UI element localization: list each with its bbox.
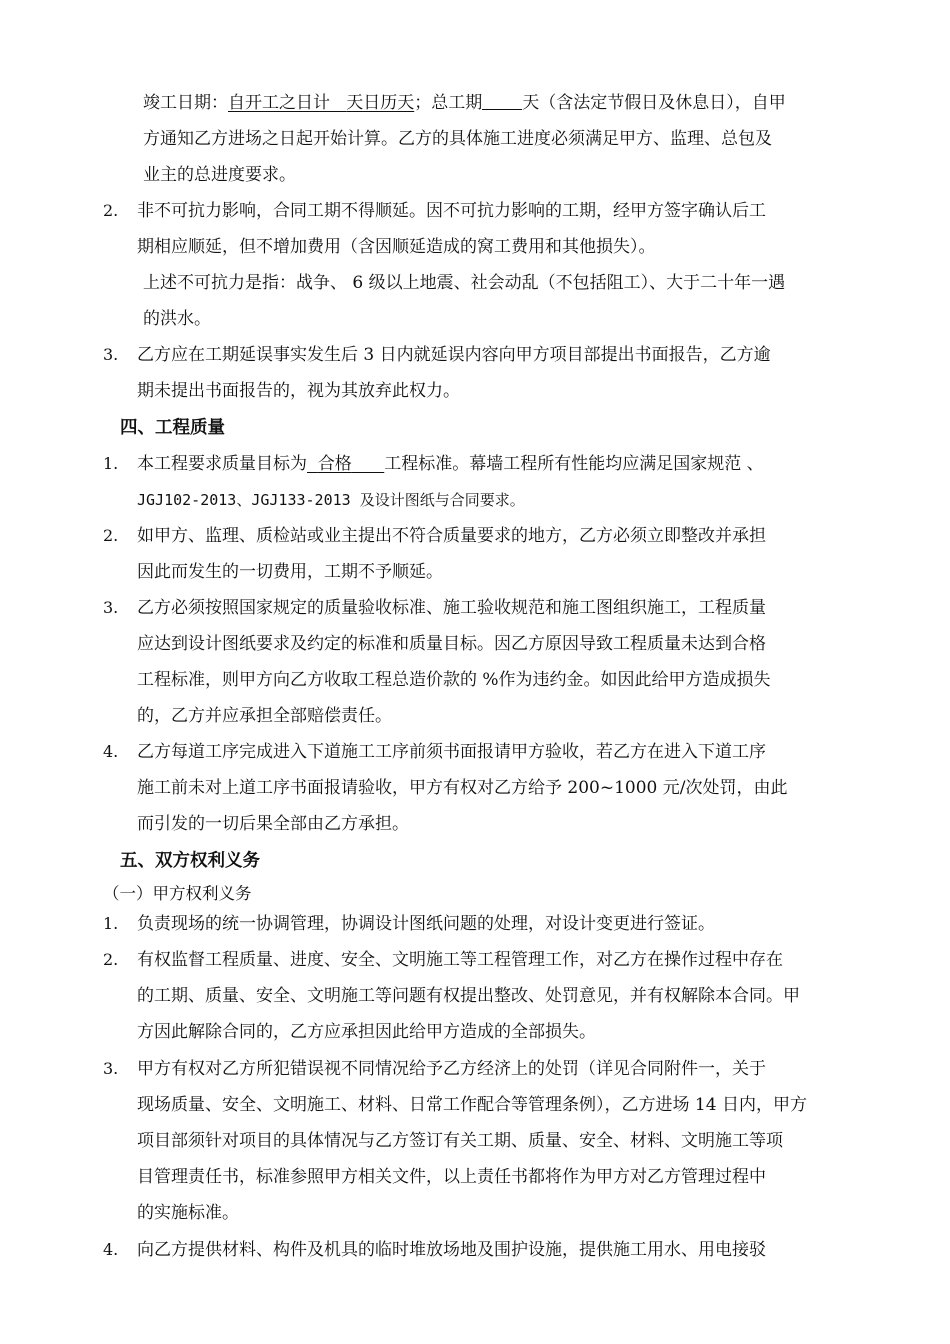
list-number: 4. [103, 742, 119, 761]
completion-date-blank [330, 93, 346, 113]
total-period-label: ；总工期 [414, 93, 483, 113]
list-number: 3. [103, 598, 119, 617]
paragraph-line: 方因此解除合同的，乙方应承担因此给甲方造成的全部损失。 [137, 1022, 596, 1042]
paragraph-line: 应达到设计图纸要求及约定的标准和质量目标。因乙方原因导致工程质量未达到合格 [137, 634, 766, 654]
section-heading-rights: 五、双方权利义务 [120, 851, 260, 871]
paragraph-line: 上述不可抗力是指：战争、 6 级以上地震、社会动乱（不包括阻工）、大于二十年一遇 [143, 273, 786, 293]
paragraph-line: 乙方每道工序完成进入下道施工工序前须书面报请甲方验收，若乙方在进入下道工序 [137, 742, 766, 762]
list-number: 3. [103, 1059, 119, 1078]
paragraph-line: 项目部须针对项目的具体情况与乙方签订有关工期、质量、安全、材料、文明施工等项 [137, 1131, 783, 1151]
list-number: 1. [103, 914, 119, 933]
paragraph-line: JGJ102-2013、JGJ133-2013 及设计图纸与合同要求。 [137, 491, 525, 509]
quality-target-value [307, 454, 384, 474]
completion-date-days-field: 天日历天 [346, 93, 415, 113]
completion-date-label: 竣工日期： [143, 93, 228, 113]
subsection-heading-party-a: （一）甲方权利义务 [103, 884, 252, 903]
list-number: 2. [103, 950, 119, 969]
paragraph-line: 的工期、质量、安全、文明施工等问题有权提出整改、处罚意见，并有权解除本合同。甲 [137, 986, 800, 1006]
paragraph-line: 目管理责任书，标准参照甲方相关文件，以上责任书都将作为甲方对乙方管理过程中 [137, 1167, 766, 1187]
quality-target-tail: 工程标准。幕墙工程所有性能均应满足国家规范 、 [384, 454, 764, 474]
paragraph-line: 如甲方、监理、质检站或业主提出不符合质量要求的地方，乙方必须立即整改并承担 [137, 526, 766, 546]
paragraph-line: 期未提出书面报告的，视为其放弃此权力。 [137, 381, 460, 401]
paragraph-line: 非不可抗力影响，合同工期不得顺延。因不可抗力影响的工期，经甲方签字确认后工 [137, 201, 766, 221]
list-number: 2. [103, 526, 119, 545]
completion-date-line [143, 91, 786, 115]
paragraph-line: 的洪水。 [143, 309, 211, 329]
quality-target-line [137, 452, 764, 476]
paragraph-line: 工程标准，则甲方向乙方收取工程总造价款的 %作为违约金。如因此给甲方造成损失 [137, 670, 771, 690]
paragraph-line: 现场质量、安全、文明施工、材料、日常工作配合等管理条例），乙方进场 14 日内，甲方 [137, 1095, 807, 1115]
paragraph-line: 而引发的一切后果全部由乙方承担。 [137, 814, 409, 834]
paragraph-line: 的实施标准。 [137, 1203, 239, 1223]
paragraph-line: 因此而发生的一切费用，工期不予顺延。 [137, 562, 443, 582]
paragraph-line: 方通知乙方进场之日起开始计算。乙方的具体施工进度必须满足甲方、监理、总包及 [143, 129, 772, 149]
list-number: 2. [103, 201, 119, 220]
completion-date-start-field: 自开工之日计 [228, 93, 330, 113]
paragraph-line: 乙方应在工期延误事实发生后 3 日内就延误内容向甲方项目部提出书面报告，乙方逾 [137, 345, 771, 365]
total-period-tail: 天（含法定节假日及休息日），自甲 [522, 93, 786, 113]
list-number: 4. [103, 1240, 119, 1259]
section-heading-quality: 四、工程质量 [120, 418, 225, 438]
list-number: 1. [103, 454, 119, 473]
paragraph-line: 业主的总进度要求。 [143, 165, 296, 185]
paragraph-line: 负责现场的统一协调管理，协调设计图纸问题的处理，对设计变更进行签证。 [137, 914, 715, 934]
paragraph-line: 甲方有权对乙方所犯错误视不同情况给予乙方经济上的处罚（详见合同附件一，关于 [137, 1059, 766, 1079]
paragraph-line: 施工前未对上道工序书面报请验收，甲方有权对乙方给予 200~1000 元/次处罚，由此 [137, 778, 788, 798]
quality-target-label: 本工程要求质量目标为 [137, 454, 307, 474]
quality-target-text: 合格 [317, 454, 352, 474]
paragraph-line: 乙方必须按照国家规定的质量验收标准、施工验收规范和施工图组织施工，工程质量 [137, 598, 766, 618]
paragraph-line: 的，乙方并应承担全部赔偿责任。 [137, 706, 392, 726]
paragraph-line: 向乙方提供材料、构件及机具的临时堆放场地及围护设施，提供施工用水、用电接驳 [137, 1240, 766, 1260]
total-period-blank [482, 91, 522, 110]
list-number: 3. [103, 345, 119, 364]
paragraph-line: 有权监督工程质量、进度、安全、文明施工等工程管理工作，对乙方在操作过程中存在 [137, 950, 783, 970]
paragraph-line: 期相应顺延，但不增加费用（含因顺延造成的窝工费用和其他损失）。 [137, 237, 656, 257]
